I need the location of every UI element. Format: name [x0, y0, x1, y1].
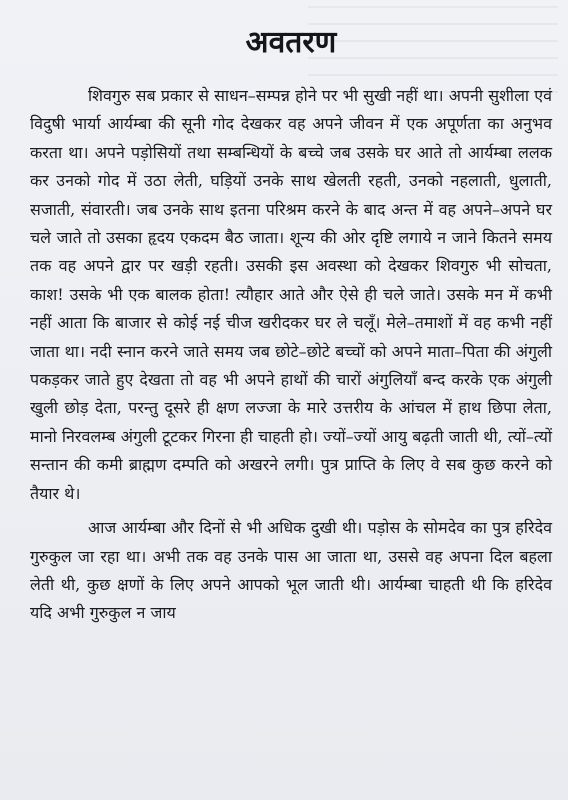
chapter-title: अवतरण — [245, 25, 337, 60]
paragraph-1: शिवगुरु सब प्रकार से साधन–सम्पन्न होने पर भी सुखी नहीं था। अपनी सुशीला एवं विदुषी भार्या आर्यम्बा की सूनी गोद देखकर वह अपने जीवन में एक अपूर्णता का अनुभव करता था। अपने पड़ोसियों तथा सम्बन्धियों के बच्चे जब उसके घर आते तो आर्यम्बा ललक कर उनको गोद में उठा लेती, घड़ियों उनके साथ खेलती रहती, उनको नहलाती, धुलाती, सजाती, संवारती। जब उनके साथ इतना परिश्रम करने के बाद अन्त में वह अपने–अपने घर चले जाते तो उसका हृदय एकदम बैठ जाता। शून्य की ओर दृष्टि लगाये न जाने कितने समय तक वह अपने द्वार पर खड़ी रहती। उसकी इस अवस्था को देखकर शिवगुरु भी सोचता, काश! उसके भी एक बालक होता! त्यौहार आते और ऐसे ही चले जाते। उसके मन में कभी नहीं आता कि बाजार से कोई नई चीज खरीदकर घर ले चलूँ। मेले–तमाशों में वह कभी नहीं जाता था। नदी स्नान करने जाते समय जब छोटे–छोटे बच्चों को अपने माता–पिता की अंगुली पकड़कर जाते हुए देखता तो वह भी अपने हाथों की चारों अंगुलियाँ बन्द करके एक अंगुली खुली छोड़ देता, परन्तु दूसरे ही क्षण लज्जा के मारे उत्तरीय के आंचल में हाथ छिपा लेता, मानो निरवलम्ब अंगुली टूटकर गिरना ही चाहती हो। ज्यों–ज्यों आयु बढ़ती जाती थी, त्यों–त्यों सन्तान की कमी ब्राह्मण दम्पति को अखरने लगी। पुत्र प्राप्ति के लिए वे सब कुछ करने को तैयार थे। — [30, 86, 552, 503]
paragraph-2: आज आर्यम्बा और दिनों से भी अधिक दुखी थी। पड़ोस के सोमदेव का पुत्र हरिदेव गुरुकुल जा रहा था। अभी तक वह उनके पास आ जाता था, उससे वह अपना दिल बहला लेती थी, कुछ क्षणों के लिए अपने आपको भूल जाती थी। आर्यम्बा चाहती थी कि हरिदेव यदि अभी गुरुकुल न जाय — [30, 518, 552, 623]
